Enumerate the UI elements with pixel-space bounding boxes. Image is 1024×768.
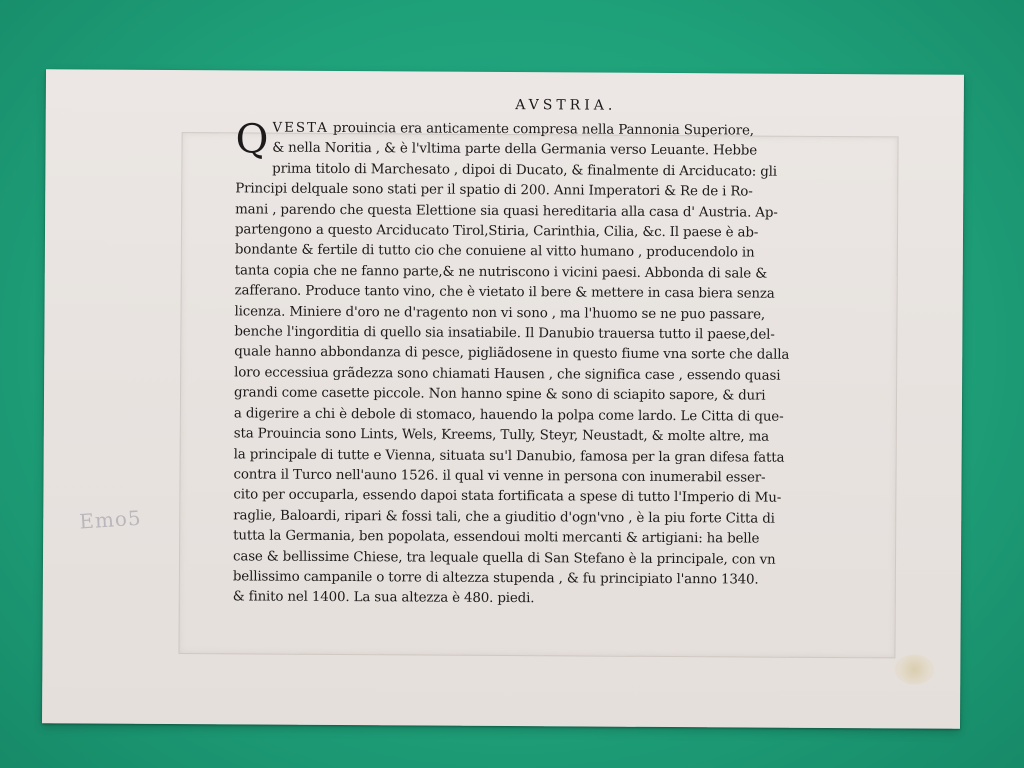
text-line: partengono a questo Arciducato Tirol,Stiria, Carinthia, Cilia, &c. Il paese è ab- [234, 222, 759, 241]
text-line: & finito nel 1400. La sua altezza è 480. piedi. [232, 589, 535, 607]
text-line: contra il Turco nell'auno 1526. il qual vi venne in persona con inumerabil esser- [233, 467, 766, 486]
text-line: tutta la Germania, ben popolata, essendoui molti mercanti & artigiani: ha belle [233, 528, 760, 547]
text-line: Principi delquale sono stati per il spatio di 200. Anni Imperatori & Re de i Ro- [235, 181, 753, 200]
text-line: cito per occuparla, essendo dapoi stata fortificata a spese di tutto l'Imperio di Mu- [233, 487, 782, 507]
text-line: & nella Noritia , & è l'vltima parte della Germania verso Leuante. Hebbe [272, 140, 758, 159]
text-line: quale hanno abbondanza di pesce, pigliãdosene in questo fiume vna sorte che dalla [234, 344, 790, 364]
page-title: AVSTRIA. [515, 97, 617, 114]
text-line: tanta copia che ne fanno parte,& ne nutriscono i vicini paesi. Abbonda di sale & [234, 263, 768, 282]
text-line: sta Prouincia sono Lints, Wels, Kreems, Tully, Steyr, Neustadt, & molte altre, ma [233, 426, 770, 445]
body-text [233, 118, 896, 612]
text-line: mani , parendo che questa Elettione sia quasi hereditaria alla casa d' Austria. Ap- [235, 201, 778, 221]
pencil-margin-note: Emo5 [78, 505, 143, 534]
text-line: loro eccessiua grãdezza sono chiamati Hausen , che significa case , essendo quasi [234, 365, 781, 384]
text-line: prima titolo di Marchesato , dipoi di Ducato, & finalmente di Arciducato: gli [272, 161, 777, 180]
text-line: benche l'ingorditia di quello sia insatiabile. Il Danubio trauersa tutto il paese,del- [234, 324, 775, 343]
text-line: licenza. Miniere d'oro ne d'ragento non vi sono , ma l'huomo se ne puo passare, [234, 304, 766, 323]
paper-sheet [42, 69, 964, 729]
first-words: VESTA [272, 120, 329, 136]
drop-cap: Q [235, 116, 269, 163]
text-line: a digerire a chi è debole di stomaco, hauendo la polpa come lardo. Le Citta di que- [233, 406, 784, 425]
text-line: bellissimo campanile o torre di altezza stupenda , & fu principiato l'anno 1340. [232, 569, 759, 588]
text-line: case & bellissime Chiese, tra lequale quella di San Stefano è la principale, con vn [232, 548, 776, 568]
text-block [233, 94, 896, 612]
text-line: zafferano. Produce tanto vino, che è vietato il bere & mettere in casa biera senza [234, 283, 775, 302]
text-line: grandi come casette piccole. Non hanno spine & sono di sciapito sapore, & duri [233, 385, 766, 404]
text-line: raglie, Baloardi, ripari & fossi tali, che a giuditio d'ogn'vno , è la piu forte Citta di [233, 508, 775, 527]
text-line: bondante & fertile di tutto cio che conuiene al vitto humano , producendolo in [234, 242, 755, 261]
text-line: la principale di tutte e Vienna, situata su'l Danubio, famosa per la gran difesa fatta [233, 446, 785, 466]
text-line-segment: prouincia era anticamente compresa nella Pannonia Superiore, [328, 120, 754, 139]
paper-stain [894, 654, 934, 684]
